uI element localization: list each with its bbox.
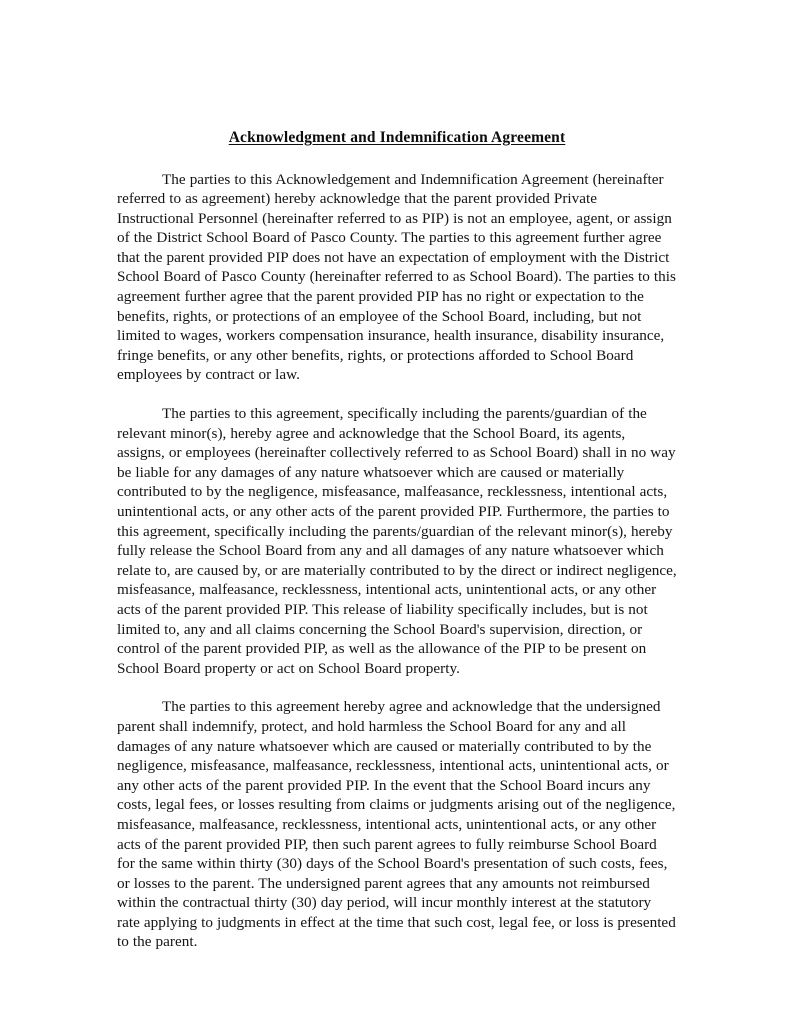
paragraph-1: The parties to this Acknowledgement and Indemnification Agreement (hereinafter referred to as agreement) hereby acknowledge that the parent provided Private Instructional Personnel (hereinafter referred to as PIP) is not an employee, agent, or assign of the District School Board of Pasco County. The parties to this agreement further agree that the parent provided PIP does not have an expectation of employment with the District School Board of Pasco County (hereinafter referred to as School Board). The parties to this agreement further agree that the parent provided PIP has no right or expectation to the benefits, rights, or protections of an employee of the School Board, including, but not limited to wages, workers compensation insurance, health insurance, disability insurance, fringe benefits, or any other benefits, rights, or protections afforded to School Board employees by contract or law. (117, 170, 676, 384)
document-title: Acknowledgment and Indemnification Agreement (228, 129, 566, 146)
paragraph-2: The parties to this agreement, specifically including the parents/guardian of the relevant minor(s), hereby agree and acknowledge that the School Board, its agents, assigns, or employees (hereinafter collectively referred to as School Board) shall in no way be liable for any damages of any nature whatsoever which are caused or materially contributed to by the negligence, misfeasance, malfeasance, recklessness, intentional acts, unintentional acts, or any other acts of the parent provided PIP. Furthermore, the parties to this agreement, specifically including the parents/guardian of the relevant minor(s), hereby fully release the School Board from any and all damages of any nature whatsoever which relate to, are caused by, or are materially contributed to by the direct or indirect negligence, misfeasance, malfeasance, recklessness, intentional acts, unintentional acts, or any other acts of the parent provided PIP. This release of liability specifically includes, but is not limited to, any and all claims concerning the School Board's supervision, direction, or control of the parent provided PIP, as well as the allowance of the PIP to be present on School Board property or act on School Board property. (117, 405, 677, 677)
paragraph-3: The parties to this agreement hereby agree and acknowledge that the undersigned parent shall indemnify, protect, and hold harmless the School Board for any and all damages of any nature whatsoever which are caused or materially contributed to by the negligence, misfeasance, malfeasance, recklessness, intentional acts, unintentional acts, or any other acts of the parent provided PIP. In the event that the School Board incurs any costs, legal fees, or losses resulting from claims or judgments arising out of the negligence, misfeasance, malfeasance, recklessness, intentional acts, unintentional acts, or any other acts of the parent provided PIP, then such parent agrees to fully reimburse School Board for the same within thirty (30) days of the School Board's presentation of such costs, fees, or losses to the parent. The undersigned parent agrees that any amounts not reimbursed within the contractual thirty (30) day period, will incur monthly interest at the statutory rate applying to judgments in effect at the time that such cost, legal fee, or loss is presented to the parent. (117, 698, 676, 951)
document-text-block (117, 128, 677, 952)
